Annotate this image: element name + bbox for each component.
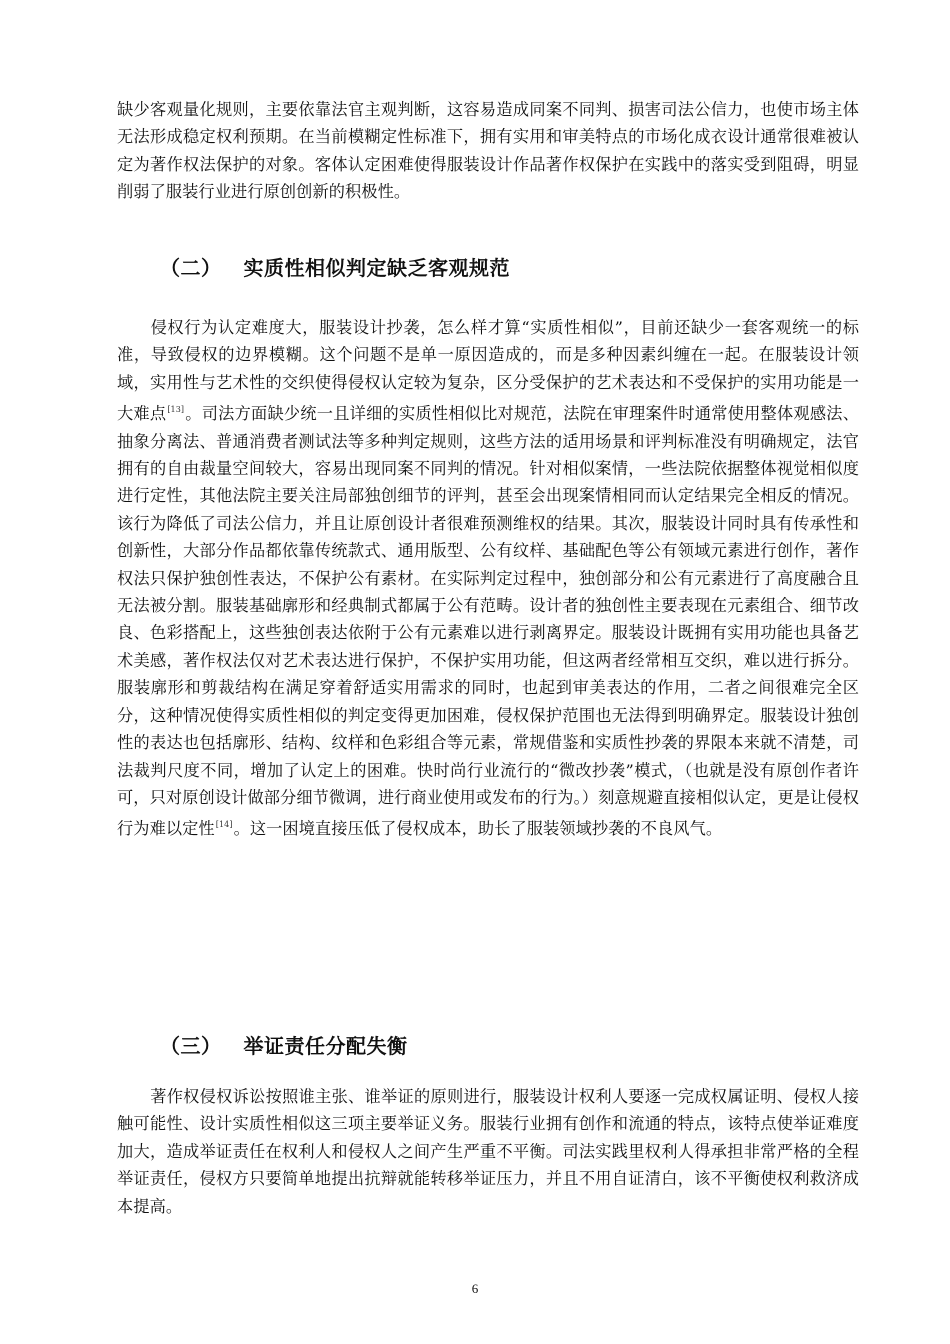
paragraph-intro-text: 缺少客观量化规则，主要依靠法官主观判断，这容易造成同案不同判、损害司法公信力，也使市场主体无法形成稳定权利预期。在当前模糊定性标准下，拥有实用和审美特点的市场化成衣设计通常很难被认定为著作权法保护的对象。客体认定困难使得服装设计作品著作权保护在实践中的落实受到阻碍，明显削弱了服装行业进行原创创新的积极性。 [117, 100, 859, 202]
section-heading-2-title: 实质性相似判定缺乏客观规范 [243, 256, 510, 280]
section-heading-3-title: 举证责任分配失衡 [243, 1034, 408, 1058]
paragraph-text-part: 。这一困境直接压低了侵权成本，助长了服装领域抄袭的不良风气。 [233, 819, 723, 839]
paragraph-substantial-similarity [117, 314, 859, 843]
paragraph-burden-of-proof [117, 1083, 859, 1220]
section-heading-2-number: （二） [160, 256, 222, 280]
paragraph-burden-of-proof-text: 著作权侵权诉讼按照谁主张、谁举证的原则进行，服装设计权利人要逐一完成权属证明、侵权人接触可能性、设计实质性相似这三项主要举证义务。服装行业拥有创作和流通的特点，该特点使举证难度加大，造成举证责任在权利人和侵权人之间产生严重不平衡。司法实践里权利人得承担非常严格的全程举证责任，侵权方只要简单地提出抗辩就能转移举证压力，并且不用自证清白，该不平衡使权利救济成本提高。 [117, 1087, 859, 1216]
section-heading-3-number: （三） [160, 1034, 222, 1058]
citation-ref-14: [14] [215, 820, 233, 830]
paragraph-text-part: 侵权行为认定难度大，服装设计抄袭，怎么样才算“实质性相似”，目前还缺少一套客观统一的标准，导致侵权的边界模糊。这个问题不是单一原因造成的，而是多种因素纠缠在一起。在服装设计领域，实用性与艺术性的交织使得侵权认定较为复杂，区分受保护的艺术表达和不受保护的实用功能是一大难点 [117, 318, 859, 424]
section-heading-2 [160, 254, 510, 282]
page-number: 6 [471, 1281, 479, 1296]
citation-ref-13: [13] [167, 405, 185, 415]
paragraph-text-part: 。司法方面缺少统一且详细的实质性相似比对规范，法院在审理案件时通常使用整体观感法、抽象分离法、普通消费者测试法等多种判定规则，这些方法的适用场景和评判标准没有明确规定，法官拥有的自由裁量空间较大，容易出现同案不同判的情况。针对相似案情，一些法院依据整体视觉相似度进行定性，其他法院主要关注局部独创细节的评判，甚至会出现案情相同而认定结果完全相反的情况。该行为降低了司法公信力，并且让原创设计者很难预测维权的结果。其次，服装设计同时具有传承性和创新性，大部分作品都依靠传统款式、通用版型、公有纹样、基础配色等公有领域元素进行创作，著作权法只保护独创性表达，不保护公有素材。在实际判定过程中，独创部分和公有元素进行了高度融合且无法被分割。服装基础廓形和经典制式都属于公有范畴。设计者的独创性主要表现在元素组合、细节改良、色彩搭配上，这些独创表达依附于公有元素难以进行剥离界定。服装设计既拥有实用功能也具备艺术美感，著作权法仅对艺术表达进行保护，不保护实用功能，但这两者经常相互交织，难以进行拆分。服装廓形和剪裁结构在满足穿着舒适实用需求的同时，也起到审美表达的作用，二者之间很难完全区分，这种情况使得实质性相似的判定变得更加困难，侵权保护范围也无法得到明确界定。服装设计独创性的表达也包括廓形、结构、纹样和色彩组合等元素，常规借鉴和实质性抄袭的界限本来就不清楚，司法裁判尺度不同，增加了认定上的困难。快时尚行业流行的“微改抄袭”模式，（也就是没有原创作者许可，只对原创设计做部分细节微调，进行商业使用或发布的行为。）刻意规避直接相似认定，更是让侵权行为难以定性 [117, 404, 859, 839]
section-heading-3 [160, 1032, 408, 1060]
paragraph-intro [117, 96, 859, 206]
